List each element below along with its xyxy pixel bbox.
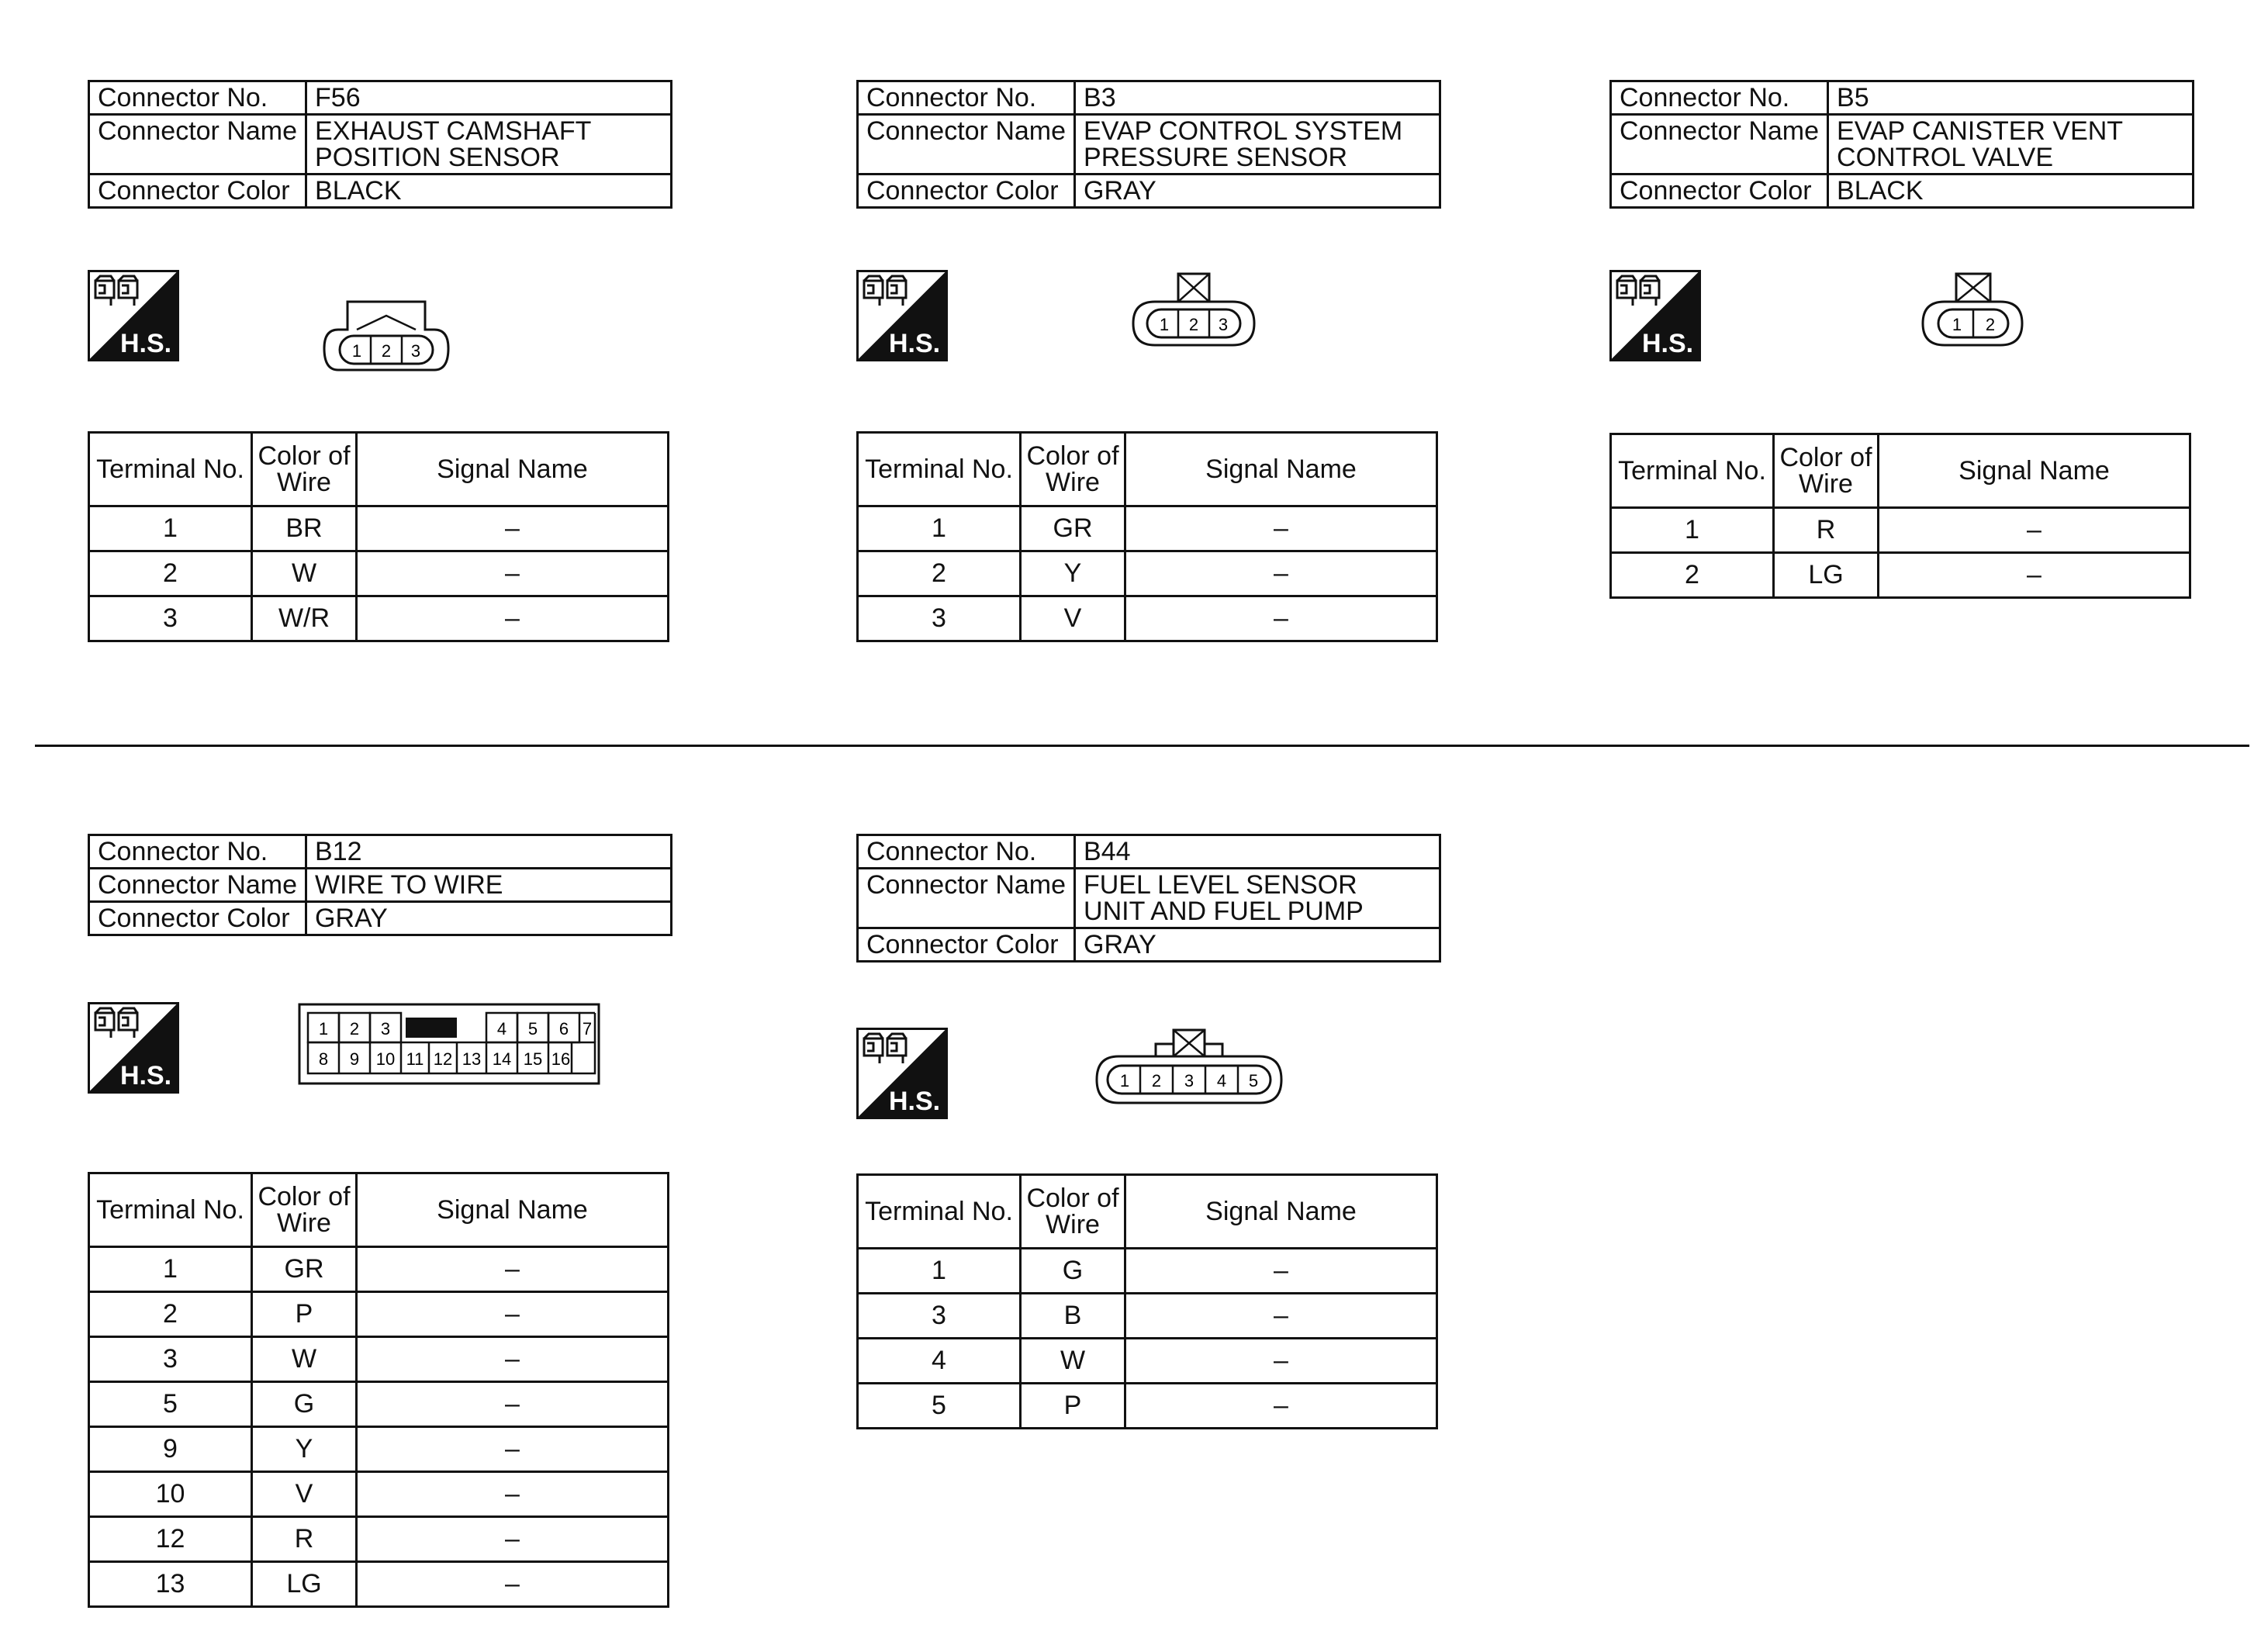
terminal-no: 2 [89,551,252,596]
connector-name-value: EXHAUST CAMSHAFT POSITION SENSOR [306,115,672,175]
connector-f56 [88,80,672,633]
connector-color-value: BLACK [306,175,672,208]
harness-side-icon [88,1002,179,1094]
terminal-no: 3 [89,596,252,641]
connector-no-label: Connector No. [858,835,1075,869]
connector-name-value: EVAP CONTROL SYSTEM PRESSURE SENSOR [1075,115,1440,175]
table-row [89,1382,669,1427]
connector-b44 [856,834,1441,1420]
key-block [406,1018,457,1038]
terminal-table [1609,433,2191,599]
table-row [89,596,669,641]
pin-label: 1 [318,1019,329,1039]
signal-name: – [357,596,669,641]
connector-no-value: F56 [306,81,672,115]
table-row [89,1292,669,1337]
signal-name: – [357,506,669,551]
terminal-table [856,1173,1438,1429]
connector-info-table [856,834,1441,963]
signal-name: – [357,1472,669,1517]
connector-name-value: WIRE TO WIRE [306,869,672,902]
pin-label: 7 [582,1019,593,1039]
connector-no-label: Connector No. [1611,81,1828,115]
connector-name-label: Connector Name [89,115,306,175]
hs-label: H.S. [888,329,941,358]
signal-name-header: Signal Name [357,1173,669,1247]
terminal-no: 5 [89,1382,252,1427]
signal-name-header: Signal Name [1125,1175,1437,1249]
hs-label: H.S. [888,1087,941,1116]
terminal-no: 1 [89,1247,252,1292]
hs-label: H.S. [119,329,172,358]
table-row [858,1339,1437,1384]
connector-no-label: Connector No. [89,81,306,115]
signal-name-header: Signal Name [1125,433,1437,506]
connector-no-value: B44 [1075,835,1440,869]
connector-color-value: GRAY [1075,175,1440,208]
wire-color-header: Color of Wire [1021,433,1125,506]
wire-color: G [252,1382,357,1427]
connector-color-label: Connector Color [1611,175,1828,208]
pin-label: 11 [406,1049,424,1069]
terminal-no: 10 [89,1472,252,1517]
section-divider [35,745,2249,747]
connector-name-label: Connector Name [858,869,1075,928]
terminal-no-header: Terminal No. [89,1173,252,1247]
pin-label: 2 [1151,1071,1162,1090]
pin-label: 2 [381,341,392,361]
table-row [858,1249,1437,1294]
pin-label: 14 [492,1049,512,1069]
connector-color-label: Connector Color [89,902,306,935]
wire-color: W [1021,1339,1125,1384]
connector-b5 [1609,80,2194,589]
pin-label: 3 [1218,315,1229,334]
connector-color-value: GRAY [1075,928,1440,962]
harness-side-icon [856,1028,948,1119]
connector-color-value: GRAY [306,902,672,935]
connector-face-diagram [1124,268,1264,361]
connector-no-value: B3 [1075,81,1440,115]
wire-color-header: Color of Wire [252,1173,357,1247]
table-row [858,551,1437,596]
pin-label: 3 [1184,1071,1194,1090]
connector-info-table [1609,80,2194,209]
pin-label: 5 [1248,1071,1259,1090]
harness-side-icon [88,270,179,361]
pin-label: 2 [1188,315,1199,334]
signal-name: – [357,1292,669,1337]
wire-color-header: Color of Wire [252,433,357,506]
harness-side-icon [1609,270,1701,361]
terminal-no: 12 [89,1517,252,1562]
table-row [1611,508,2190,553]
terminal-no: 2 [89,1292,252,1337]
wire-color: W [252,551,357,596]
pin-label: 3 [380,1019,391,1039]
pin-label: 15 [523,1049,543,1069]
terminal-no: 3 [858,596,1021,641]
wire-color: W/R [252,596,357,641]
connector-name-label: Connector Name [1611,115,1828,175]
signal-name: – [1125,1294,1437,1339]
terminal-no: 1 [1611,508,1774,553]
wire-color: V [252,1472,357,1517]
terminal-no: 1 [858,506,1021,551]
signal-name: – [1125,1339,1437,1384]
wire-color-header: Color of Wire [1774,434,1879,508]
signal-name-header: Signal Name [357,433,669,506]
connector-no-label: Connector No. [89,835,306,869]
terminal-no-header: Terminal No. [89,433,252,506]
terminal-no: 5 [858,1384,1021,1429]
connector-color-label: Connector Color [858,175,1075,208]
table-row [858,1384,1437,1429]
pin-label: 2 [1985,315,1996,334]
pin-label: 9 [349,1049,360,1069]
wire-color: W [252,1337,357,1382]
table-row [89,1427,669,1472]
pin-label: 6 [558,1019,569,1039]
wire-color: G [1021,1249,1125,1294]
connector-face-diagram [1087,1024,1291,1117]
terminal-no: 1 [858,1249,1021,1294]
wire-color-header: Color of Wire [1021,1175,1125,1249]
table-row [1611,553,2190,598]
signal-name-header: Signal Name [1879,434,2190,508]
pin-label: 1 [1952,315,1962,334]
terminal-no-header: Terminal No. [858,433,1021,506]
hs-label: H.S. [119,1061,172,1090]
pin-label: 5 [527,1019,538,1039]
wire-color: LG [252,1562,357,1607]
signal-name: – [1879,508,2190,553]
signal-name: – [1125,1249,1437,1294]
wire-color: GR [1021,506,1125,551]
terminal-no: 3 [89,1337,252,1382]
wire-color: P [252,1292,357,1337]
wire-color: B [1021,1294,1125,1339]
wire-color: V [1021,596,1125,641]
pin-label: 8 [318,1049,329,1069]
table-row [89,551,669,596]
signal-name: – [1879,553,2190,598]
pin-label: 1 [1119,1071,1130,1090]
wire-color: R [252,1517,357,1562]
wire-color: P [1021,1384,1125,1429]
connector-no-label: Connector No. [858,81,1075,115]
terminal-no: 4 [858,1339,1021,1384]
connector-info-table [88,80,672,209]
terminal-no: 13 [89,1562,252,1607]
signal-name: – [1125,596,1437,641]
harness-side-icon [856,270,948,361]
terminal-no-header: Terminal No. [1611,434,1774,508]
signal-name: – [357,1562,669,1607]
table-row [89,506,669,551]
table-row [858,596,1437,641]
connector-face-diagram [297,1002,601,1087]
signal-name: – [357,1517,669,1562]
connector-color-label: Connector Color [858,928,1075,962]
connector-b3 [856,80,1441,633]
pin-label: 4 [496,1019,507,1039]
signal-name: – [357,1337,669,1382]
pin-label: 2 [349,1019,360,1039]
pin-label: 16 [551,1049,571,1069]
terminal-no: 2 [858,551,1021,596]
signal-name: – [357,1247,669,1292]
pin-label: 3 [410,341,421,361]
signal-name: – [357,1382,669,1427]
connector-name-label: Connector Name [89,869,306,902]
terminal-no: 9 [89,1427,252,1472]
table-row [89,1517,669,1562]
connector-info-table [856,80,1441,209]
signal-name: – [357,551,669,596]
connector-face-diagram [316,299,456,376]
pin-label: 4 [1216,1071,1227,1090]
table-row [89,1562,669,1607]
terminal-table [88,1172,669,1608]
terminal-table [88,431,669,642]
table-row [89,1247,669,1292]
connector-name-label: Connector Name [858,115,1075,175]
pin-label: 1 [351,341,362,361]
connector-face-diagram [1914,268,2030,361]
wire-color: Y [252,1427,357,1472]
wire-color: GR [252,1247,357,1292]
signal-name: – [1125,551,1437,596]
pin-label: 10 [375,1049,396,1069]
table-row [858,506,1437,551]
connector-name-value: EVAP CANISTER VENT CONTROL VALVE [1828,115,2194,175]
connector-color-label: Connector Color [89,175,306,208]
pin-label: 1 [1159,315,1170,334]
wire-color: LG [1774,553,1879,598]
connector-name-value: FUEL LEVEL SENSOR UNIT AND FUEL PUMP [1075,869,1440,928]
wire-color: Y [1021,551,1125,596]
terminal-table [856,431,1438,642]
wire-color: BR [252,506,357,551]
signal-name: – [357,1427,669,1472]
table-row [89,1472,669,1517]
connector-info-table [88,834,672,936]
connector-color-value: BLACK [1828,175,2194,208]
connector-no-value: B5 [1828,81,2194,115]
terminal-no: 2 [1611,553,1774,598]
connector-b12 [88,834,672,1598]
table-row [89,1337,669,1382]
terminal-no: 1 [89,506,252,551]
hs-label: H.S. [1641,329,1694,358]
signal-name: – [1125,506,1437,551]
wire-color: R [1774,508,1879,553]
pin-label: 12 [433,1049,453,1069]
terminal-no: 3 [858,1294,1021,1339]
pin-label: 13 [462,1049,482,1069]
table-row [858,1294,1437,1339]
signal-name: – [1125,1384,1437,1429]
terminal-no-header: Terminal No. [858,1175,1021,1249]
connector-no-value: B12 [306,835,672,869]
